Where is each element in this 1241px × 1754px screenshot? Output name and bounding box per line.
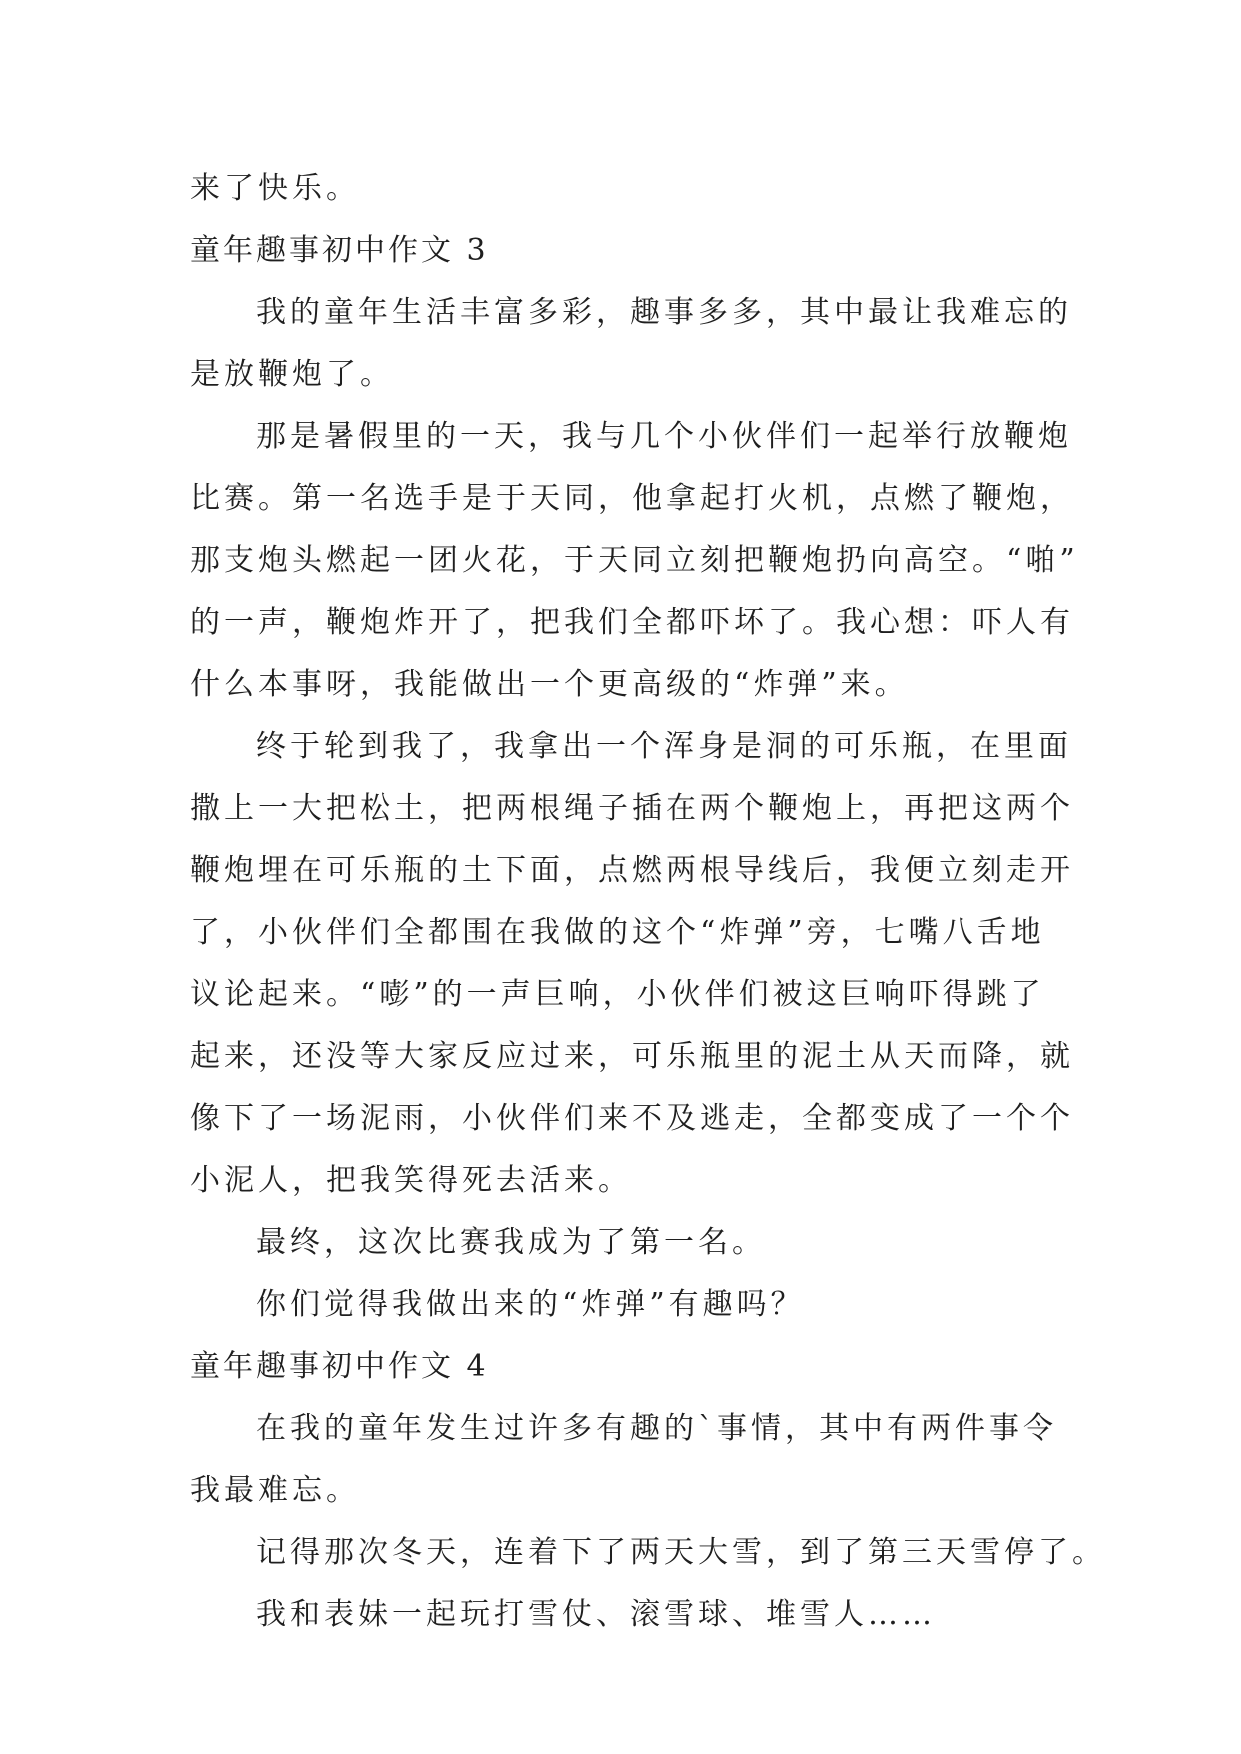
paragraph-first-line: 我的童年生活丰富多彩，趣事多多，其中最让我难忘的 bbox=[256, 295, 1072, 330]
paragraph-first-line: 记得那次冬天，连着下了两天大雪，到了第三天雪停了。 bbox=[256, 1535, 1106, 1570]
text-line: 来了快乐。 bbox=[190, 171, 360, 206]
text-line: 了，小伙伴们全都围在我做的这个“炸弹”旁，七嘴八舌地 bbox=[190, 915, 1045, 950]
text-line: 是放鞭炮了。 bbox=[190, 357, 394, 392]
text-line: 比赛。第一名选手是于天同，他拿起打火机，点燃了鞭炮， bbox=[190, 481, 1074, 516]
paragraph-first-line: 最终，这次比赛我成为了第一名。 bbox=[256, 1225, 766, 1260]
text-line: 鞭炮埋在可乐瓶的土下面，点燃两根导线后，我便立刻走开 bbox=[190, 853, 1074, 888]
text-line: 议论起来。“嘭”的一声巨响，小伙伴们被这巨响吓得跳了 bbox=[190, 977, 1045, 1012]
text-line: 起来，还没等大家反应过来，可乐瓶里的泥土从天而降，就 bbox=[190, 1039, 1074, 1074]
text-line: 小泥人，把我笑得死去活来。 bbox=[190, 1163, 632, 1198]
paragraph-first-line: 终于轮到我了，我拿出一个浑身是洞的可乐瓶，在里面 bbox=[256, 729, 1072, 764]
text-line: 撒上一大把松土，把两根绳子插在两个鞭炮上，再把这两个 bbox=[190, 791, 1074, 826]
section-heading: 童年趣事初中作文 4 bbox=[190, 1349, 489, 1384]
text-line: 那支炮头燃起一团火花，于天同立刻把鞭炮扔向高空。“啪” bbox=[190, 543, 1079, 578]
text-line: 我最难忘。 bbox=[190, 1473, 360, 1508]
text-line: 的一声，鞭炮炸开了，把我们全都吓坏了。我心想：吓人有 bbox=[190, 605, 1074, 640]
section-heading: 童年趣事初中作文 3 bbox=[190, 233, 489, 268]
document-body bbox=[190, 158, 1106, 1646]
text-line: 什么本事呀，我能做出一个更高级的“炸弹”来。 bbox=[190, 667, 909, 702]
paragraph-first-line: 那是暑假里的一天，我与几个小伙伴们一起举行放鞭炮 bbox=[256, 419, 1072, 454]
paragraph-first-line: 我和表妹一起玩打雪仗、滚雪球、堆雪人…… bbox=[256, 1597, 936, 1632]
paragraph-first-line: 在我的童年发生过许多有趣的`事情，其中有两件事令 bbox=[256, 1411, 1057, 1446]
paragraph-first-line: 你们觉得我做出来的“炸弹”有趣吗？ bbox=[256, 1287, 805, 1322]
text-line: 像下了一场泥雨，小伙伴们来不及逃走，全都变成了一个个 bbox=[190, 1101, 1074, 1136]
